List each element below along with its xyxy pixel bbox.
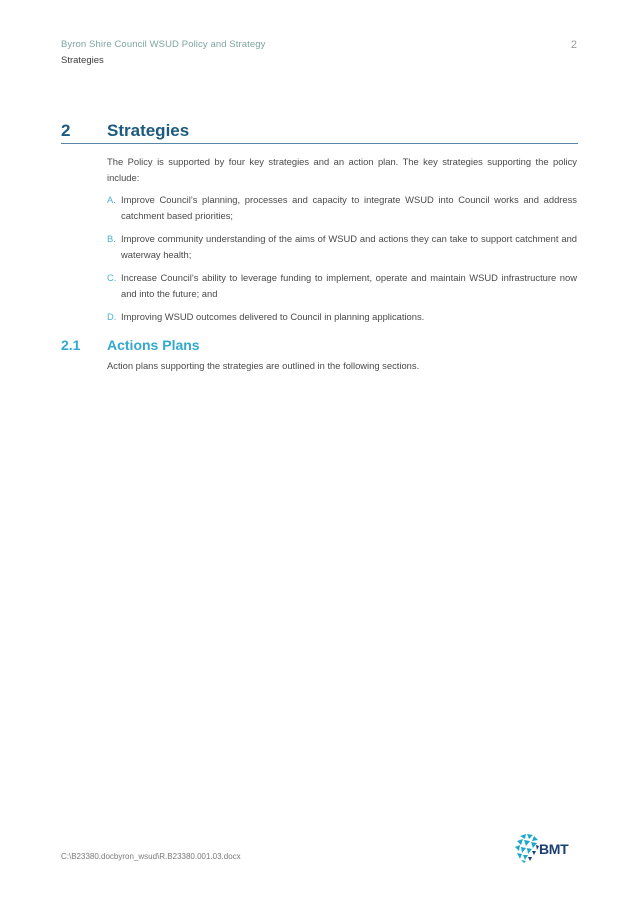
strategy-letter: B. [107,233,116,244]
strategy-list [107,192,577,332]
strategy-letter: D. [107,311,117,322]
header-document-title: Byron Shire Council WSUD Policy and Strategy [61,39,266,50]
section-2-number: 2 [61,121,71,140]
strategy-letter: C. [107,272,117,283]
strategy-item-b [107,231,577,263]
bmt-logo [514,832,580,864]
bmt-logo-text: BMT [539,841,569,857]
section-2-1-number: 2.1 [61,337,81,353]
section-2-1-heading [61,337,578,357]
strategy-text: Increase Council’s ability to leverage funding to implement, operate and maintain WSUD infrastructure now and into the future; and [121,272,577,299]
strategy-item-d [107,309,577,325]
section-2-heading [61,121,578,144]
page-number: 2 [570,39,577,51]
footer-file-path: C:\B23380.docbyron_wsud\R.B23380.001.03.docx [61,852,241,861]
section-2-1-title: Actions Plans [107,337,200,353]
section-2-1-text: Action plans supporting the strategies are outlined in the following sections. [107,360,420,371]
strategy-item-a [107,192,577,224]
bmt-globe-icon [514,832,542,864]
section-2-intro: The Policy is supported by four key strategies and an action plan. The key strategies supporting the policy include: [107,156,577,183]
strategy-text: Improve community understanding of the aims of WSUD and actions they can take to support catchment and waterway health; [121,233,577,260]
strategy-item-c [107,270,577,302]
strategy-text: Improve Council’s planning, processes and capacity to integrate WSUD into Council works and address catchment based priorities; [121,194,577,221]
strategy-text: Improving WSUD outcomes delivered to Council in planning applications. [121,311,425,322]
header-section-name: Strategies [61,55,104,66]
strategy-letter: A. [107,194,116,205]
section-2-title: Strategies [107,121,190,140]
